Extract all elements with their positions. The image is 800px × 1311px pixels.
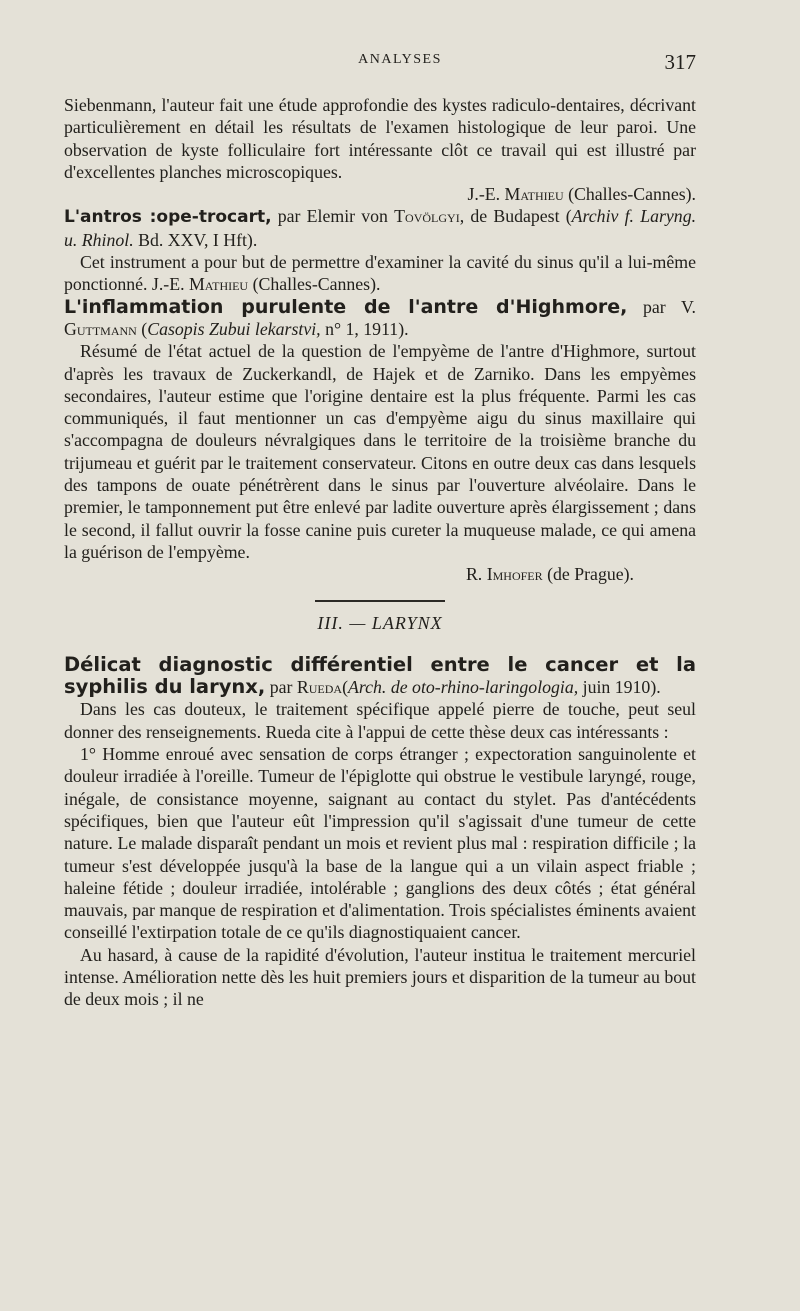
- article-author: Tovölgyi: [394, 206, 460, 227]
- article-heading-highmore: L'inflammation purulente de l'antre d'Highmore, par V. Guttmann (Casopis Zubui lekarstvi, n° 1, 1911).: [64, 295, 696, 339]
- citation-journal: Casopis Zubui lekarstvi,: [147, 318, 321, 339]
- article-title: L'inflammation purulente de l'antre d'Highmore,: [64, 295, 628, 318]
- article-heading-antroscope: L'antros :ope-trocart, par Elemir von Tovölgyi, de Budapest (Archiv f. Laryng. u. Rhinol. Bd. XXV, I Hft).: [64, 206, 697, 250]
- paragraph-antroscope: Cet instrument a pour but de permettre d'examiner la cavité du sinus qu'il a lui-même ponctionné. J.-E. Mathieu (Challes-Cannes).: [64, 252, 696, 295]
- signature-name: Imhofer: [486, 564, 543, 585]
- article-author: Rueda: [296, 677, 343, 698]
- signature-name: Mathieu: [504, 184, 564, 205]
- article-author: Guttmann: [64, 318, 137, 339]
- paragraph-larynx-intro: Dans les cas douteux, le traitement spécifique appelé pierre de touche, peut seul donner des renseignements. Rueda cite à l'appui de cette thèse deux cas intéressants :: [64, 699, 696, 742]
- paragraph-text: Siebenmann, l'auteur fait une étude approfondie des kystes radiculo-dentaires, décrivant particulièrement en détail les résultats de l'examen histologique de leur paroi. Une observation de kyste folliculaire fort intéressante clôt ce travail qui est illustré par d'excellentes planches microscopiques.: [64, 95, 696, 182]
- section-title: III. — LARYNX: [317, 612, 443, 633]
- paragraph-larynx-case1: 1° Homme enroué avec sensation de corps étranger ; expectoration sanguinolente et douleur irradiée à l'oreille. Tumeur de l'épiglotte qui obstrue le vestibule laryngé, rouge, inégale, de consistance moyenne, saignant au contact du stylet. Pas d'antécédents spécifiques, bien que l'auteur eût l'impression qu'il s'agissait d'une tumeur de cette nature. Le malade disparaît pendant un mois et revient plus mal : respiration difficile ; la tumeur s'est développée jusqu'à la base de la langue qui a un vilain aspect friable ; haleine fétide ; douleur irradiée, intolérable ; ganglions des deux côtés ; état général mauvais, par manque de respiration et d'alimentation. Trois spécialistes éminents avaient conseillé l'extirpation totale de ce qu'ils diagnostiquaient cancer.: [64, 744, 696, 943]
- article-title: L'antros :ope-trocart,: [64, 207, 272, 228]
- signature-name: Mathieu: [188, 274, 249, 295]
- paragraph-highmore: Résumé de l'état actuel de la question de l'empyème de l'antre d'Highmore, surtout d'après les travaux de Zuckerkandl, de Hajek et de Zarniko. Dans les empyèmes secondaires, l'auteur estime que l'origine dentaire est la plus fréquente. Parmi les cas communiqués, il faut mentionner un cas d'empyème aigu du sinus maxillaire qui s'accompagna de douleurs névralgiques dans le territoire de la troisième branche du trijumeau et guérit par le traitement conservateur. Citons en outre deux cas dans lesquels des tampons de ouate pénétrèrent dans le sinus par l'ouverture alvéolaire. Dans le premier, le tamponnement put être enlevé par ladite ouverture après élargissement ; dans le second, il fallut ouvrir la fosse canine puis cureter la muqueuse malade, ce qui amena la guérison de l'empyème.: [64, 341, 696, 562]
- article-heading-larynx: Délicat diagnostic différentiel entre le cancer et la syphilis du larynx, par Rueda(Arch. de oto-rhino-laringologia, juin 1910).: [64, 652, 696, 699]
- page-body: [64, 94, 696, 1011]
- citation-journal: Archiv f. Laryng. u. Rhinol.: [64, 206, 697, 250]
- paragraph-siebenmann: [64, 94, 696, 183]
- signature-imhofer: R. Imhofer (de Prague).: [465, 564, 634, 585]
- page-number: 317: [664, 50, 696, 74]
- article-title: Délicat diagnostic différentiel entre le cancer et la syphilis du larynx,: [64, 652, 696, 699]
- paragraph-larynx-treatment: Au hasard, à cause de la rapidité d'évolution, l'auteur institua le traitement mercuriel intense. Amélioration nette dès les huit premiers jours et disparition de la tumeur au bout de deux mois ; il ne: [64, 944, 696, 1010]
- section-divider: [315, 600, 445, 602]
- signature-mathieu-1: J.-E. Mathieu (Challes-Cannes).: [467, 184, 696, 205]
- citation-journal: Arch. de oto-rhino-laringologia,: [348, 677, 579, 698]
- page-header: [0, 50, 800, 76]
- running-title: ANALYSES: [358, 52, 442, 67]
